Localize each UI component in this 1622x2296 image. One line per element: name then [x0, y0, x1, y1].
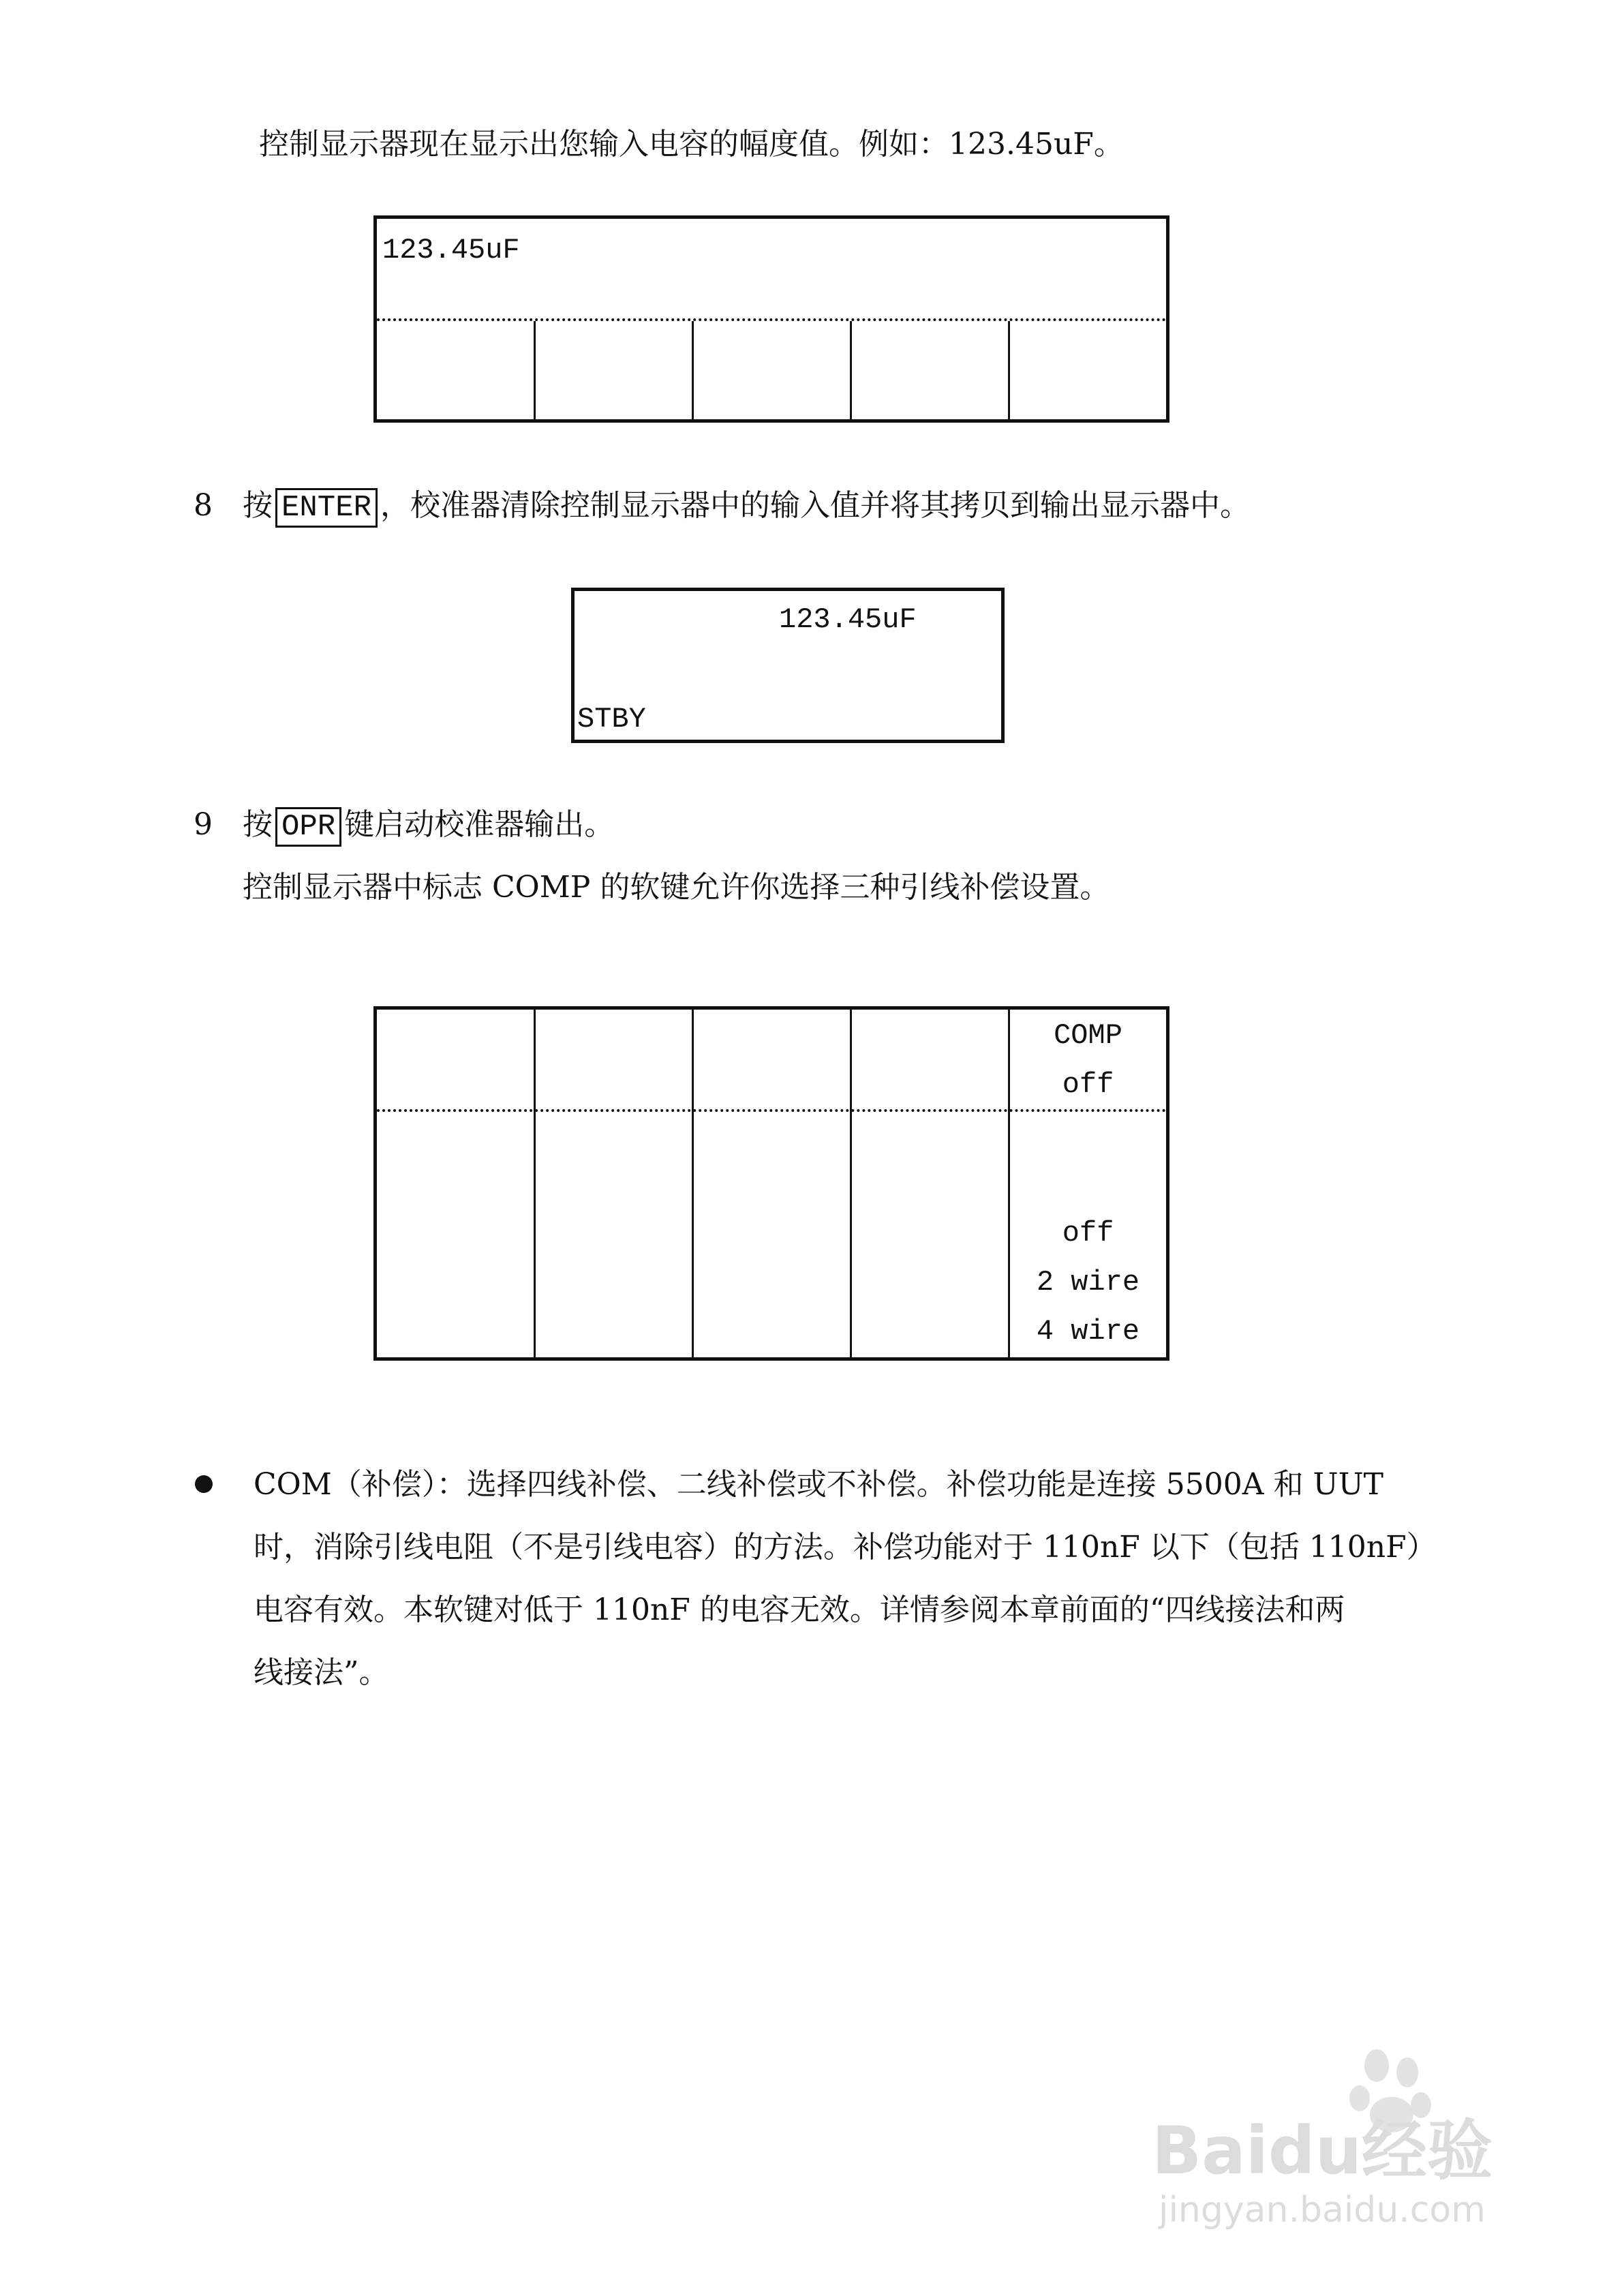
step-9-text	[243, 804, 614, 847]
step-9-pre: 按	[243, 807, 273, 842]
bullet-line-1: COM（补偿）：选择四线补偿、二线补偿或不补偿。补偿功能是连接 5500A 和 UUT	[254, 1467, 1384, 1502]
softkey-divider	[850, 1010, 852, 1357]
step-8-text	[243, 485, 1250, 528]
display-1-value: 123.45uF	[382, 234, 520, 267]
softkey-divider	[534, 321, 536, 419]
comp-softkey-value: off	[1062, 1068, 1114, 1101]
output-display	[571, 588, 1005, 743]
bullet-line-3: 电容有效。本软键对低于 110nF 的电容无效。详情参阅本章前面的“四线接法和两	[254, 1592, 1345, 1627]
watermark-brand: Baidu经验	[1152, 2113, 1493, 2189]
step-9-post: 键启动校准器输出。	[344, 807, 615, 842]
control-display-1	[373, 215, 1169, 423]
softkey-divider	[692, 321, 694, 419]
softkey-divider	[850, 321, 852, 419]
step-9-number: 9	[194, 807, 213, 842]
bullet-icon	[195, 1475, 213, 1493]
step-8-post: ，校准器清除控制显示器中的输入值并将其拷贝到输出显示器中。	[380, 488, 1251, 523]
comp-option: 4 wire	[1036, 1315, 1140, 1348]
bullet-line-4: 线接法”。	[254, 1655, 389, 1690]
comp-option: 2 wire	[1036, 1266, 1140, 1299]
intro-text: 控制显示器现在显示出您输入电容的幅度值。例如：123.45uF。	[259, 127, 1124, 162]
step-9-line2: 控制显示器中标志 COMP 的软键允许你选择三种引线补偿设置。	[243, 870, 1110, 905]
display-1-divider	[377, 318, 1166, 321]
display-3-divider	[377, 1109, 1166, 1112]
comp-softkey	[1010, 1011, 1166, 1109]
watermark-url: jingyan.baidu.com	[1159, 2190, 1486, 2231]
opr-key: OPR	[275, 807, 341, 847]
step-8-pre: 按	[243, 488, 273, 523]
step-8-number: 8	[194, 488, 213, 523]
enter-key: ENTER	[275, 488, 378, 528]
softkey-divider	[1008, 321, 1010, 419]
baidu-watermark	[1152, 2038, 1533, 2236]
output-display-value: 123.45uF	[779, 603, 917, 636]
output-display-status: STBY	[577, 703, 646, 736]
comp-option: off	[1062, 1217, 1114, 1250]
comp-softkey-label: COMP	[1054, 1019, 1122, 1052]
bullet-line-2: 时，消除引线电阻（不是引线电容）的方法。补偿功能对于 110nF 以下（包括 110nF）	[254, 1530, 1437, 1565]
softkey-divider	[534, 1010, 536, 1357]
control-display-3	[373, 1006, 1169, 1361]
comp-options-list	[1010, 1209, 1166, 1356]
softkey-divider	[692, 1010, 694, 1357]
